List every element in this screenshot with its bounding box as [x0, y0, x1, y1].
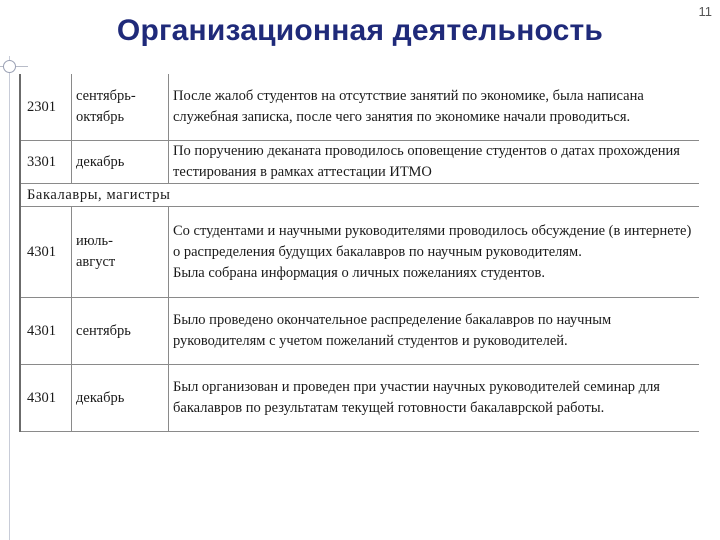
- description: Был организован и проведен при участии научных руководителей семинар для бакалавров по результатам текущей готовности бакалаврской работы.: [169, 365, 700, 432]
- table-row: [20, 74, 699, 141]
- activity-table: [19, 74, 699, 432]
- period: сентябрь- октябрь: [72, 74, 169, 141]
- course-code: 4301: [20, 365, 72, 432]
- table-row: [20, 298, 699, 365]
- decorative-vertical-line: [9, 56, 10, 540]
- description: После жалоб студентов на отсутствие занятий по экономике, была написана служебная записка, после чего занятия по экономике начали проводиться.: [169, 74, 700, 141]
- section-header: Бакалавры, магистры: [20, 184, 699, 207]
- decorative-circle-icon: [3, 60, 16, 73]
- course-code: 4301: [20, 207, 72, 298]
- description: Было проведено окончательное распределение бакалавров по научным руководителям с учетом пожеланий студентов и руководителей.: [169, 298, 700, 365]
- period: сентябрь: [72, 298, 169, 365]
- course-code: 4301: [20, 298, 72, 365]
- course-code: 3301: [20, 141, 72, 184]
- page-number: 11: [698, 4, 712, 19]
- period: декабрь: [72, 141, 169, 184]
- course-code: 2301: [20, 74, 72, 141]
- table-row: [20, 365, 699, 432]
- description: По поручению деканата проводилось оповещение студентов о датах прохождения тестирования в рамках аттестации ИТМО: [169, 141, 700, 184]
- table-row: [20, 207, 699, 298]
- description: Со студентами и научными руководителями проводилось обсуждение (в интернете) о распределения будущих бакалавров по научным руководителям. Была собрана информация о личных пожеланиях студентов.: [169, 207, 700, 298]
- table-row: [20, 141, 699, 184]
- section-row: [20, 184, 699, 207]
- slide-title: Организационная деятельность: [116, 14, 604, 47]
- period: июль- август: [72, 207, 169, 298]
- period: декабрь: [72, 365, 169, 432]
